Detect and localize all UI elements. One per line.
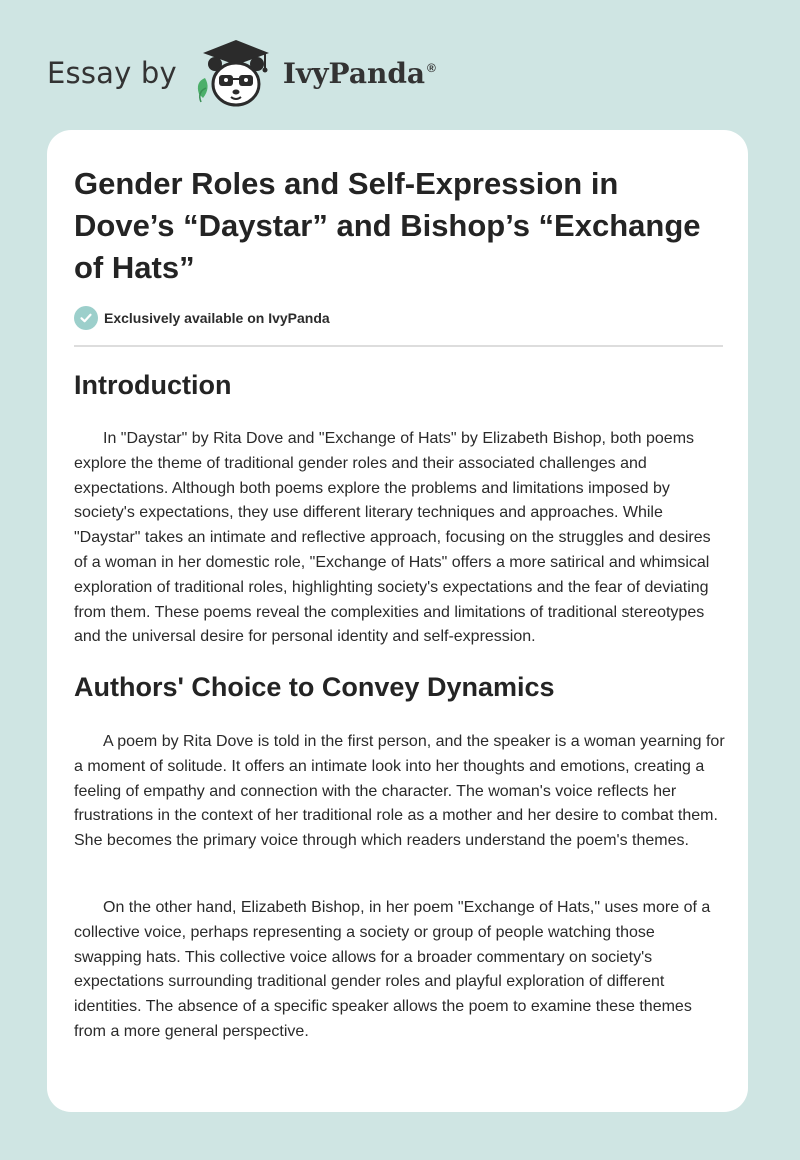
- section-heading-authors-choice: Authors' Choice to Convey Dynamics: [74, 672, 555, 702]
- check-circle-icon: [74, 306, 98, 330]
- paragraph: In "Daystar" by Rita Dove and "Exchange of Hats" by Elizabeth Bishop, both poems explore the theme of traditional gender roles and their associated challenges and expectations. Although both poems explore the problems and limitations imposed by society's expectations, they use different literary techniques and approaches. While "Daystar" takes an intimate and reflective approach, focusing on the struggles and desires of a woman in her domestic role, "Exchange of Hats" offers a more satirical and whimsical exploration of traditional roles, highlighting society's expectations and the fear of deviating from them. These poems reveal the complexities and limitations of traditional stereotypes and the universal desire for personal identity and self-expression.: [74, 430, 711, 646]
- panda-graduate-icon: [191, 36, 281, 110]
- section-heading-introduction: Introduction: [74, 370, 232, 400]
- paragraph: On the other hand, Elizabeth Bishop, in her poem "Exchange of Hats," uses more of a collective voice, perhaps representing a society or group of people watching those swapping hats. This collective voice allows for a broader commentary on society's expectations surrounding traditional gender roles and playful exploration of different identities. The absence of a specific speaker allows the poem to examine these themes from a more general perspective.: [74, 899, 711, 1040]
- page-title: Gender Roles and Self-Expression in Dove’s “Daystar” and Bishop’s “Exchange of Hats”: [74, 166, 701, 285]
- brand-name-text: IvyPanda: [282, 56, 426, 90]
- essay-card: [47, 130, 748, 1112]
- divider: [74, 345, 723, 347]
- exclusive-badge: [74, 306, 330, 330]
- registered-mark: ®: [427, 61, 436, 76]
- brand-prefix: Essay by: [47, 56, 177, 90]
- brand-name: [283, 57, 436, 90]
- brand-header[interactable]: [47, 36, 436, 110]
- paragraph: A poem by Rita Dove is told in the first person, and the speaker is a woman yearning for a moment of solitude. It offers an intimate look into her thoughts and emotions, creating a feeling of empathy and connection with the character. The woman's voice reflects her frustrations in the context of her traditional role as a mother and her desire to combat them. She becomes the primary voice through which readers understand the poem's themes.: [74, 733, 725, 850]
- badge-label: Exclusively available on IvyPanda: [104, 310, 330, 326]
